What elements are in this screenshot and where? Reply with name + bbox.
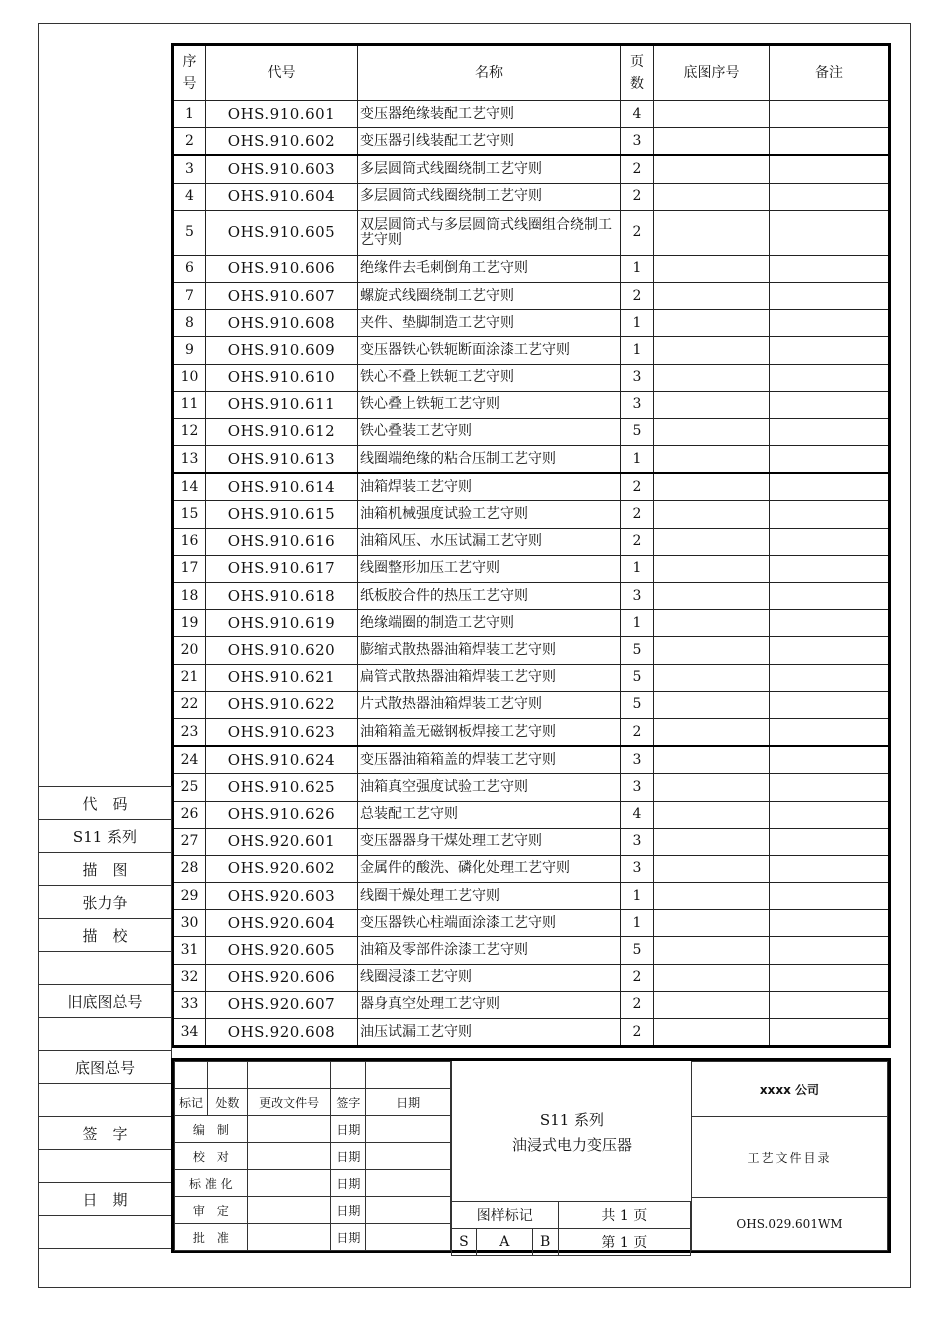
row-base-no — [654, 937, 770, 964]
row-code: OHS.910.607 — [206, 282, 358, 309]
side-base-label: 底图总号 — [39, 1051, 172, 1084]
table-row — [173, 255, 890, 282]
tb-review: 审 定 — [175, 1197, 248, 1224]
row-name: 片式散热器油箱焊装工艺守则 — [358, 691, 621, 718]
row-name: 螺旋式线圈绕制工艺守则 — [358, 282, 621, 309]
row-name: 绝缘端圈的制造工艺守则 — [358, 610, 621, 637]
row-remark — [770, 691, 890, 718]
row-pages: 2 — [621, 501, 654, 528]
tb-change-doc: 更改文件号 — [247, 1089, 331, 1116]
header-code: 代号 — [206, 45, 358, 101]
row-code: OHS.920.605 — [206, 937, 358, 964]
table-row — [173, 610, 890, 637]
table-row — [173, 210, 890, 255]
row-code: OHS.920.608 — [206, 1019, 358, 1047]
row-no: 11 — [173, 391, 206, 418]
row-no: 22 — [173, 691, 206, 718]
row-remark — [770, 637, 890, 664]
row-pages: 3 — [621, 746, 654, 774]
row-no: 16 — [173, 528, 206, 555]
row-pages: 1 — [621, 555, 654, 582]
side-margin-table — [38, 786, 172, 1249]
row-no: 24 — [173, 746, 206, 774]
row-base-no — [654, 555, 770, 582]
row-base-no — [654, 774, 770, 801]
row-pages: 3 — [621, 128, 654, 156]
row-pages: 1 — [621, 255, 654, 282]
side-drawn-value: 张力争 — [39, 886, 172, 919]
row-remark — [770, 155, 890, 183]
row-remark — [770, 664, 890, 691]
table-row — [173, 473, 890, 501]
row-pages: 1 — [621, 910, 654, 937]
row-code: OHS.920.603 — [206, 883, 358, 910]
total-pages: 共 1 页 — [558, 1202, 690, 1229]
table-row — [173, 937, 890, 964]
row-remark — [770, 610, 890, 637]
header-name: 名称 — [358, 45, 621, 101]
row-no: 32 — [173, 964, 206, 991]
row-remark — [770, 446, 890, 474]
row-code: OHS.910.616 — [206, 528, 358, 555]
row-name: 夹件、垫脚制造工艺守则 — [358, 310, 621, 337]
side-sign-label: 签 字 — [39, 1117, 172, 1150]
row-base-no — [654, 828, 770, 855]
tb-standard: 标 准 化 — [175, 1170, 248, 1197]
row-name: 变压器油箱箱盖的焊装工艺守则 — [358, 746, 621, 774]
row-remark — [770, 282, 890, 309]
company-grid — [691, 1061, 888, 1251]
row-code: OHS.910.612 — [206, 418, 358, 445]
row-remark — [770, 364, 890, 391]
row-no: 13 — [173, 446, 206, 474]
row-name: 多层圆筒式线圈绕制工艺守则 — [358, 155, 621, 183]
row-no: 3 — [173, 155, 206, 183]
tb-approve: 批 准 — [175, 1224, 248, 1251]
row-code: OHS.910.605 — [206, 210, 358, 255]
row-name: 膨缩式散热器油箱焊装工艺守则 — [358, 637, 621, 664]
row-name: 总装配工艺守则 — [358, 801, 621, 828]
row-base-no — [654, 282, 770, 309]
row-no: 2 — [173, 128, 206, 156]
table-row — [173, 391, 890, 418]
row-pages: 2 — [621, 282, 654, 309]
row-base-no — [654, 610, 770, 637]
row-base-no — [654, 446, 770, 474]
table-row — [173, 691, 890, 718]
row-pages: 1 — [621, 883, 654, 910]
doc-number: OHS.029.601WM — [692, 1198, 888, 1251]
row-no: 9 — [173, 337, 206, 364]
row-code: OHS.910.608 — [206, 310, 358, 337]
tb-edit: 编 制 — [175, 1116, 248, 1143]
row-remark — [770, 310, 890, 337]
row-name: 线圈干燥处理工艺守则 — [358, 883, 621, 910]
row-code: OHS.910.615 — [206, 501, 358, 528]
row-pages: 5 — [621, 664, 654, 691]
row-remark — [770, 183, 890, 210]
product-area — [451, 1061, 692, 1201]
row-pages: 2 — [621, 210, 654, 255]
row-code: OHS.910.626 — [206, 801, 358, 828]
row-remark — [770, 991, 890, 1018]
row-remark — [770, 528, 890, 555]
row-remark — [770, 964, 890, 991]
row-code: OHS.910.622 — [206, 691, 358, 718]
row-remark — [770, 501, 890, 528]
page-no: 第 1 页 — [558, 1229, 690, 1256]
table-row — [173, 101, 890, 128]
table-row — [173, 337, 890, 364]
tb-date-1: 日期 — [331, 1116, 366, 1143]
row-base-no — [654, 310, 770, 337]
row-no: 19 — [173, 610, 206, 637]
row-code: OHS.910.614 — [206, 473, 358, 501]
side-base-value — [39, 1084, 172, 1117]
row-base-no — [654, 183, 770, 210]
row-pages: 1 — [621, 310, 654, 337]
row-no: 6 — [173, 255, 206, 282]
row-no: 33 — [173, 991, 206, 1018]
row-pages: 5 — [621, 637, 654, 664]
row-no: 23 — [173, 718, 206, 746]
sample-grid — [451, 1201, 691, 1256]
row-pages: 2 — [621, 718, 654, 746]
row-remark — [770, 128, 890, 156]
row-pages: 4 — [621, 801, 654, 828]
row-no: 15 — [173, 501, 206, 528]
row-name: 器身真空处理工艺守则 — [358, 991, 621, 1018]
table-row — [173, 664, 890, 691]
row-code: OHS.910.609 — [206, 337, 358, 364]
row-code: OHS.910.606 — [206, 255, 358, 282]
row-pages: 5 — [621, 691, 654, 718]
row-no: 30 — [173, 910, 206, 937]
table-row — [173, 991, 890, 1018]
table-row — [173, 883, 890, 910]
row-name: 铁心叠上铁轭工艺守则 — [358, 391, 621, 418]
row-no: 10 — [173, 364, 206, 391]
row-code: OHS.910.604 — [206, 183, 358, 210]
row-base-no — [654, 801, 770, 828]
row-base-no — [654, 664, 770, 691]
row-pages: 2 — [621, 155, 654, 183]
row-base-no — [654, 210, 770, 255]
table-row — [173, 746, 890, 774]
row-remark — [770, 418, 890, 445]
table-row — [173, 501, 890, 528]
row-remark — [770, 101, 890, 128]
row-remark — [770, 1019, 890, 1047]
sample-mark-label: 图样标记 — [452, 1202, 559, 1229]
table-row — [173, 637, 890, 664]
row-pages: 2 — [621, 473, 654, 501]
table-row — [173, 1019, 890, 1047]
sample-s: S — [452, 1229, 477, 1256]
side-old-base-label: 旧底图总号 — [39, 985, 172, 1018]
row-code: OHS.910.601 — [206, 101, 358, 128]
row-name: 油压试漏工艺守则 — [358, 1019, 621, 1047]
table-row — [173, 364, 890, 391]
row-no: 18 — [173, 583, 206, 610]
row-pages: 3 — [621, 828, 654, 855]
tb-mark: 标记 — [175, 1089, 208, 1116]
row-pages: 2 — [621, 991, 654, 1018]
row-name: 铁心不叠上铁轭工艺守则 — [358, 364, 621, 391]
side-drawn-label: 描 图 — [39, 853, 172, 886]
row-no: 27 — [173, 828, 206, 855]
row-pages: 5 — [621, 418, 654, 445]
row-name: 扁管式散热器油箱焊装工艺守则 — [358, 664, 621, 691]
table-row — [173, 528, 890, 555]
table-row — [173, 828, 890, 855]
product-line-1: S11 系列 — [539, 1111, 605, 1129]
row-base-no — [654, 583, 770, 610]
row-remark — [770, 583, 890, 610]
row-code: OHS.910.619 — [206, 610, 358, 637]
row-no: 29 — [173, 883, 206, 910]
row-name: 多层圆筒式线圈绕制工艺守则 — [358, 183, 621, 210]
row-pages: 3 — [621, 774, 654, 801]
row-name: 油箱机械强度试验工艺守则 — [358, 501, 621, 528]
row-remark — [770, 555, 890, 582]
row-code: OHS.910.618 — [206, 583, 358, 610]
row-base-no — [654, 528, 770, 555]
row-code: OHS.910.617 — [206, 555, 358, 582]
row-base-no — [654, 101, 770, 128]
row-remark — [770, 883, 890, 910]
row-remark — [770, 210, 890, 255]
row-base-no — [654, 883, 770, 910]
row-no: 20 — [173, 637, 206, 664]
row-remark — [770, 855, 890, 882]
row-name: 变压器器身干煤处理工艺守则 — [358, 828, 621, 855]
table-row — [173, 183, 890, 210]
row-name: 变压器引线装配工艺守则 — [358, 128, 621, 156]
row-no: 7 — [173, 282, 206, 309]
row-name: 油箱真空强度试验工艺守则 — [358, 774, 621, 801]
table-header — [173, 45, 890, 101]
row-base-no — [654, 473, 770, 501]
row-code: OHS.910.602 — [206, 128, 358, 156]
table-row — [173, 418, 890, 445]
row-base-no — [654, 337, 770, 364]
side-sign-value — [39, 1150, 172, 1183]
row-base-no — [654, 746, 770, 774]
row-no: 1 — [173, 101, 206, 128]
row-pages: 1 — [621, 610, 654, 637]
row-pages: 3 — [621, 364, 654, 391]
sample-b: B — [532, 1229, 558, 1256]
table-row — [173, 583, 890, 610]
row-base-no — [654, 691, 770, 718]
row-pages: 3 — [621, 855, 654, 882]
row-pages: 1 — [621, 337, 654, 364]
row-remark — [770, 746, 890, 774]
row-code: OHS.910.620 — [206, 637, 358, 664]
row-name: 油箱焊装工艺守则 — [358, 473, 621, 501]
row-pages: 2 — [621, 528, 654, 555]
sample-a: A — [476, 1229, 532, 1256]
row-name: 线圈浸漆工艺守则 — [358, 964, 621, 991]
tb-date-3: 日期 — [331, 1170, 366, 1197]
table-row — [173, 718, 890, 746]
table-row — [173, 774, 890, 801]
row-code: OHS.910.611 — [206, 391, 358, 418]
row-base-no — [654, 501, 770, 528]
row-name: 变压器铁心铁轭断面涂漆工艺守则 — [358, 337, 621, 364]
table-row — [173, 446, 890, 474]
tb-check: 校 对 — [175, 1143, 248, 1170]
row-name: 双层圆筒式与多层圆筒式线圈组合绕制工艺守则 — [358, 210, 621, 255]
header-pages: 页 数 — [621, 45, 654, 101]
row-code: OHS.910.603 — [206, 155, 358, 183]
tb-date-5: 日期 — [331, 1224, 366, 1251]
row-no: 31 — [173, 937, 206, 964]
company-name: xxxx 公司 — [692, 1062, 888, 1117]
table-row — [173, 964, 890, 991]
row-code: OHS.920.604 — [206, 910, 358, 937]
row-base-no — [654, 418, 770, 445]
tb-date-4: 日期 — [331, 1197, 366, 1224]
row-pages: 5 — [621, 937, 654, 964]
row-no: 21 — [173, 664, 206, 691]
table-row — [173, 128, 890, 156]
row-base-no — [654, 637, 770, 664]
row-name: 纸板胶合件的热压工艺守则 — [358, 583, 621, 610]
table-row — [173, 310, 890, 337]
row-name: 油箱箱盖无磁钢板焊接工艺守则 — [358, 718, 621, 746]
side-date-value — [39, 1216, 172, 1249]
row-base-no — [654, 910, 770, 937]
row-base-no — [654, 855, 770, 882]
row-pages: 2 — [621, 1019, 654, 1047]
row-name: 线圈整形加压工艺守则 — [358, 555, 621, 582]
row-no: 26 — [173, 801, 206, 828]
row-code: OHS.910.623 — [206, 718, 358, 746]
row-name: 变压器铁心柱端面涂漆工艺守则 — [358, 910, 621, 937]
row-remark — [770, 774, 890, 801]
row-no: 34 — [173, 1019, 206, 1047]
row-name: 金属件的酸洗、磷化处理工艺守则 — [358, 855, 621, 882]
row-name: 油箱风压、水压试漏工艺守则 — [358, 528, 621, 555]
row-no: 5 — [173, 210, 206, 255]
row-base-no — [654, 991, 770, 1018]
row-remark — [770, 937, 890, 964]
title-block — [171, 1058, 891, 1253]
table-row — [173, 282, 890, 309]
row-no: 12 — [173, 418, 206, 445]
row-base-no — [654, 364, 770, 391]
side-code-value: S11 系列 — [39, 820, 172, 853]
row-no: 14 — [173, 473, 206, 501]
side-checked-value — [39, 952, 172, 985]
catalog-table — [171, 43, 891, 1048]
header-base-no: 底图序号 — [654, 45, 770, 101]
table-row — [173, 910, 890, 937]
row-pages: 2 — [621, 183, 654, 210]
row-name: 油箱及零部件涂漆工艺守则 — [358, 937, 621, 964]
row-code: OHS.910.625 — [206, 774, 358, 801]
row-name: 绝缘件去毛刺倒角工艺守则 — [358, 255, 621, 282]
row-remark — [770, 337, 890, 364]
row-remark — [770, 910, 890, 937]
row-code: OHS.910.610 — [206, 364, 358, 391]
row-name: 铁心叠装工艺守则 — [358, 418, 621, 445]
row-remark — [770, 828, 890, 855]
row-name: 线圈端绝缘的粘合压制工艺守则 — [358, 446, 621, 474]
row-remark — [770, 391, 890, 418]
row-base-no — [654, 255, 770, 282]
row-base-no — [654, 155, 770, 183]
side-code-label: 代 码 — [39, 787, 172, 820]
row-code: OHS.920.602 — [206, 855, 358, 882]
tb-sign: 签字 — [331, 1089, 366, 1116]
product-line-2: 油浸式电力变压器 — [511, 1136, 632, 1154]
signoff-grid — [174, 1061, 451, 1251]
row-no: 8 — [173, 310, 206, 337]
table-row — [173, 855, 890, 882]
tb-count: 处数 — [207, 1089, 247, 1116]
tb-date: 日期 — [366, 1089, 451, 1116]
row-base-no — [654, 718, 770, 746]
row-base-no — [654, 128, 770, 156]
row-remark — [770, 801, 890, 828]
row-no: 17 — [173, 555, 206, 582]
table-row — [173, 155, 890, 183]
row-code: OHS.920.606 — [206, 964, 358, 991]
side-date-label: 日 期 — [39, 1183, 172, 1216]
header-remark: 备注 — [770, 45, 890, 101]
table-row — [173, 555, 890, 582]
side-checked-label: 描 校 — [39, 919, 172, 952]
row-pages: 3 — [621, 583, 654, 610]
row-pages: 1 — [621, 446, 654, 474]
row-code: OHS.920.607 — [206, 991, 358, 1018]
row-code: OHS.910.613 — [206, 446, 358, 474]
row-pages: 2 — [621, 964, 654, 991]
row-remark — [770, 255, 890, 282]
doc-title: 工艺文件目录 — [692, 1117, 888, 1198]
row-base-no — [654, 1019, 770, 1047]
row-base-no — [654, 391, 770, 418]
table-row — [173, 801, 890, 828]
row-remark — [770, 718, 890, 746]
row-name: 变压器绝缘装配工艺守则 — [358, 101, 621, 128]
row-no: 25 — [173, 774, 206, 801]
row-pages: 4 — [621, 101, 654, 128]
row-base-no — [654, 964, 770, 991]
side-old-base-value — [39, 1018, 172, 1051]
row-code: OHS.910.624 — [206, 746, 358, 774]
row-no: 28 — [173, 855, 206, 882]
row-remark — [770, 473, 890, 501]
tb-date-2: 日期 — [331, 1143, 366, 1170]
row-no: 4 — [173, 183, 206, 210]
row-pages: 3 — [621, 391, 654, 418]
row-code: OHS.910.621 — [206, 664, 358, 691]
header-no: 序 号 — [173, 45, 206, 101]
row-code: OHS.920.601 — [206, 828, 358, 855]
